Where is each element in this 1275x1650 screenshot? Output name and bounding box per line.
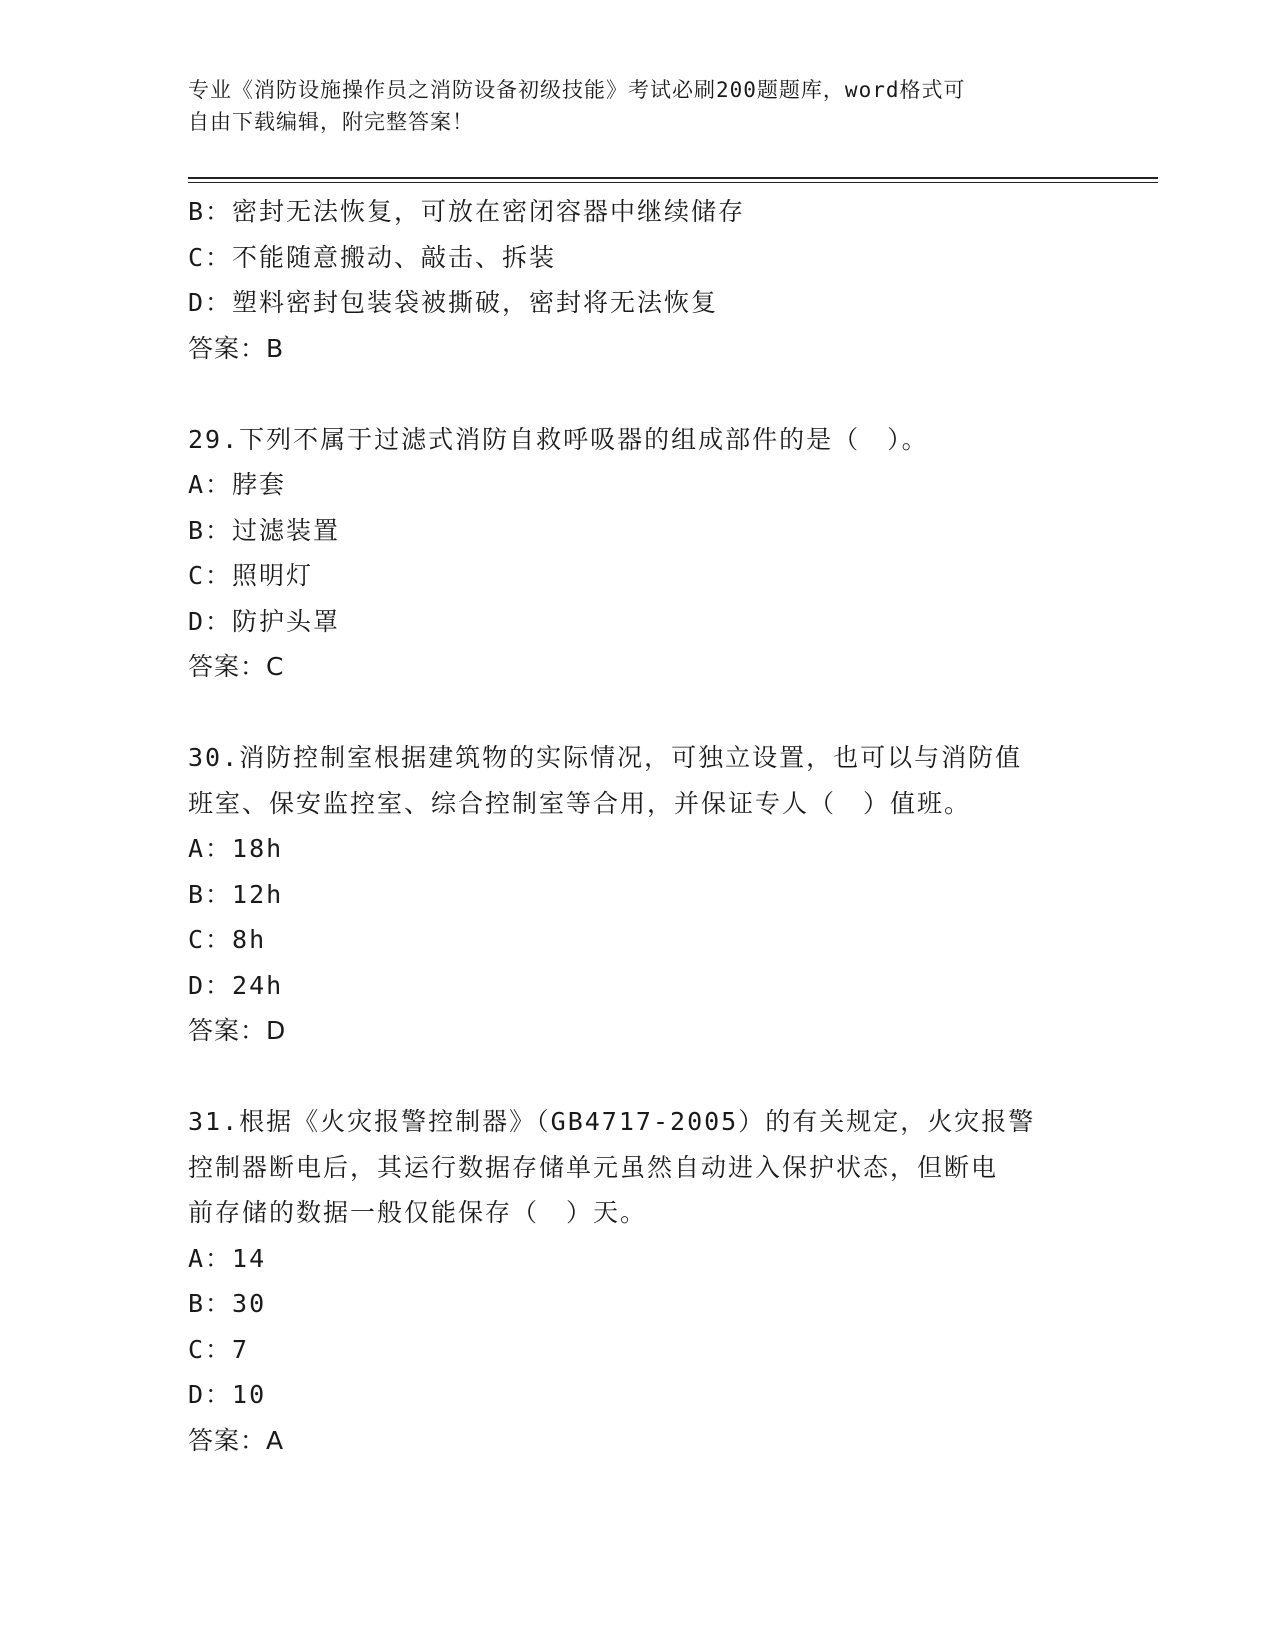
question-text: 31.根据《火灾报警控制器》（GB4717-2005）的有关规定，火灾报警 <box>188 1107 1036 1136</box>
question-30 <box>188 735 1088 1054</box>
header-line-1: 专业《消防设施操作员之消防设备初级技能》考试必刷200题题库，word格式可 <box>188 78 966 102</box>
question-29 <box>188 417 1088 690</box>
option-b: B：密封无法恢复，可放在密闭容器中继续储存 <box>188 197 746 226</box>
question-text: 30.消防控制室根据建筑物的实际情况，可独立设置，也可以与消防值 <box>188 743 1023 772</box>
header-divider <box>188 177 1158 183</box>
header-line-2: 自由下载编辑，附完整答案！ <box>188 110 474 134</box>
option-c: C：不能随意搬动、敲击、拆装 <box>188 242 557 272</box>
question-text: 控制器断电后，其运行数据存储单元虽然自动进入保护状态，但断电 <box>188 1152 999 1182</box>
answer-line: 答案：C <box>188 652 285 681</box>
option-c: C：7 <box>188 1334 250 1364</box>
question-content <box>188 189 1088 1463</box>
option-a: A：18h <box>188 834 284 863</box>
option-c: C：照明灯 <box>188 561 314 590</box>
option-b: B：过滤装置 <box>188 515 341 545</box>
answer-line: 答案：D <box>188 1016 287 1045</box>
question-31 <box>188 1099 1088 1463</box>
option-d: D：防护头罩 <box>188 606 341 636</box>
spacer <box>188 1054 1088 1100</box>
spacer <box>188 690 1088 736</box>
option-b: B：30 <box>188 1289 267 1318</box>
question-text: 29.下列不属于过滤式消防自救呼吸器的组成部件的是（ ）。 <box>188 424 929 454</box>
option-d: D：10 <box>188 1380 267 1409</box>
question-text: 班室、保安监控室、综合控制室等合用，并保证专人（ ）值班。 <box>188 788 972 818</box>
option-d: D：塑料密封包装袋被撕破，密封将无法恢复 <box>188 288 719 317</box>
option-a: A：14 <box>188 1243 267 1273</box>
spacer <box>188 371 1088 417</box>
answer-line: 答案：B <box>188 333 285 363</box>
answer-line: 答案：A <box>188 1425 285 1455</box>
question-text: 前存储的数据一般仅能保存（ ）天。 <box>188 1198 648 1227</box>
option-d: D：24h <box>188 970 284 1000</box>
option-b: B：12h <box>188 879 284 909</box>
question-28-continued <box>188 189 1088 371</box>
option-c: C：8h <box>188 925 267 954</box>
option-a: A：脖套 <box>188 470 287 499</box>
document-header <box>188 74 1068 138</box>
